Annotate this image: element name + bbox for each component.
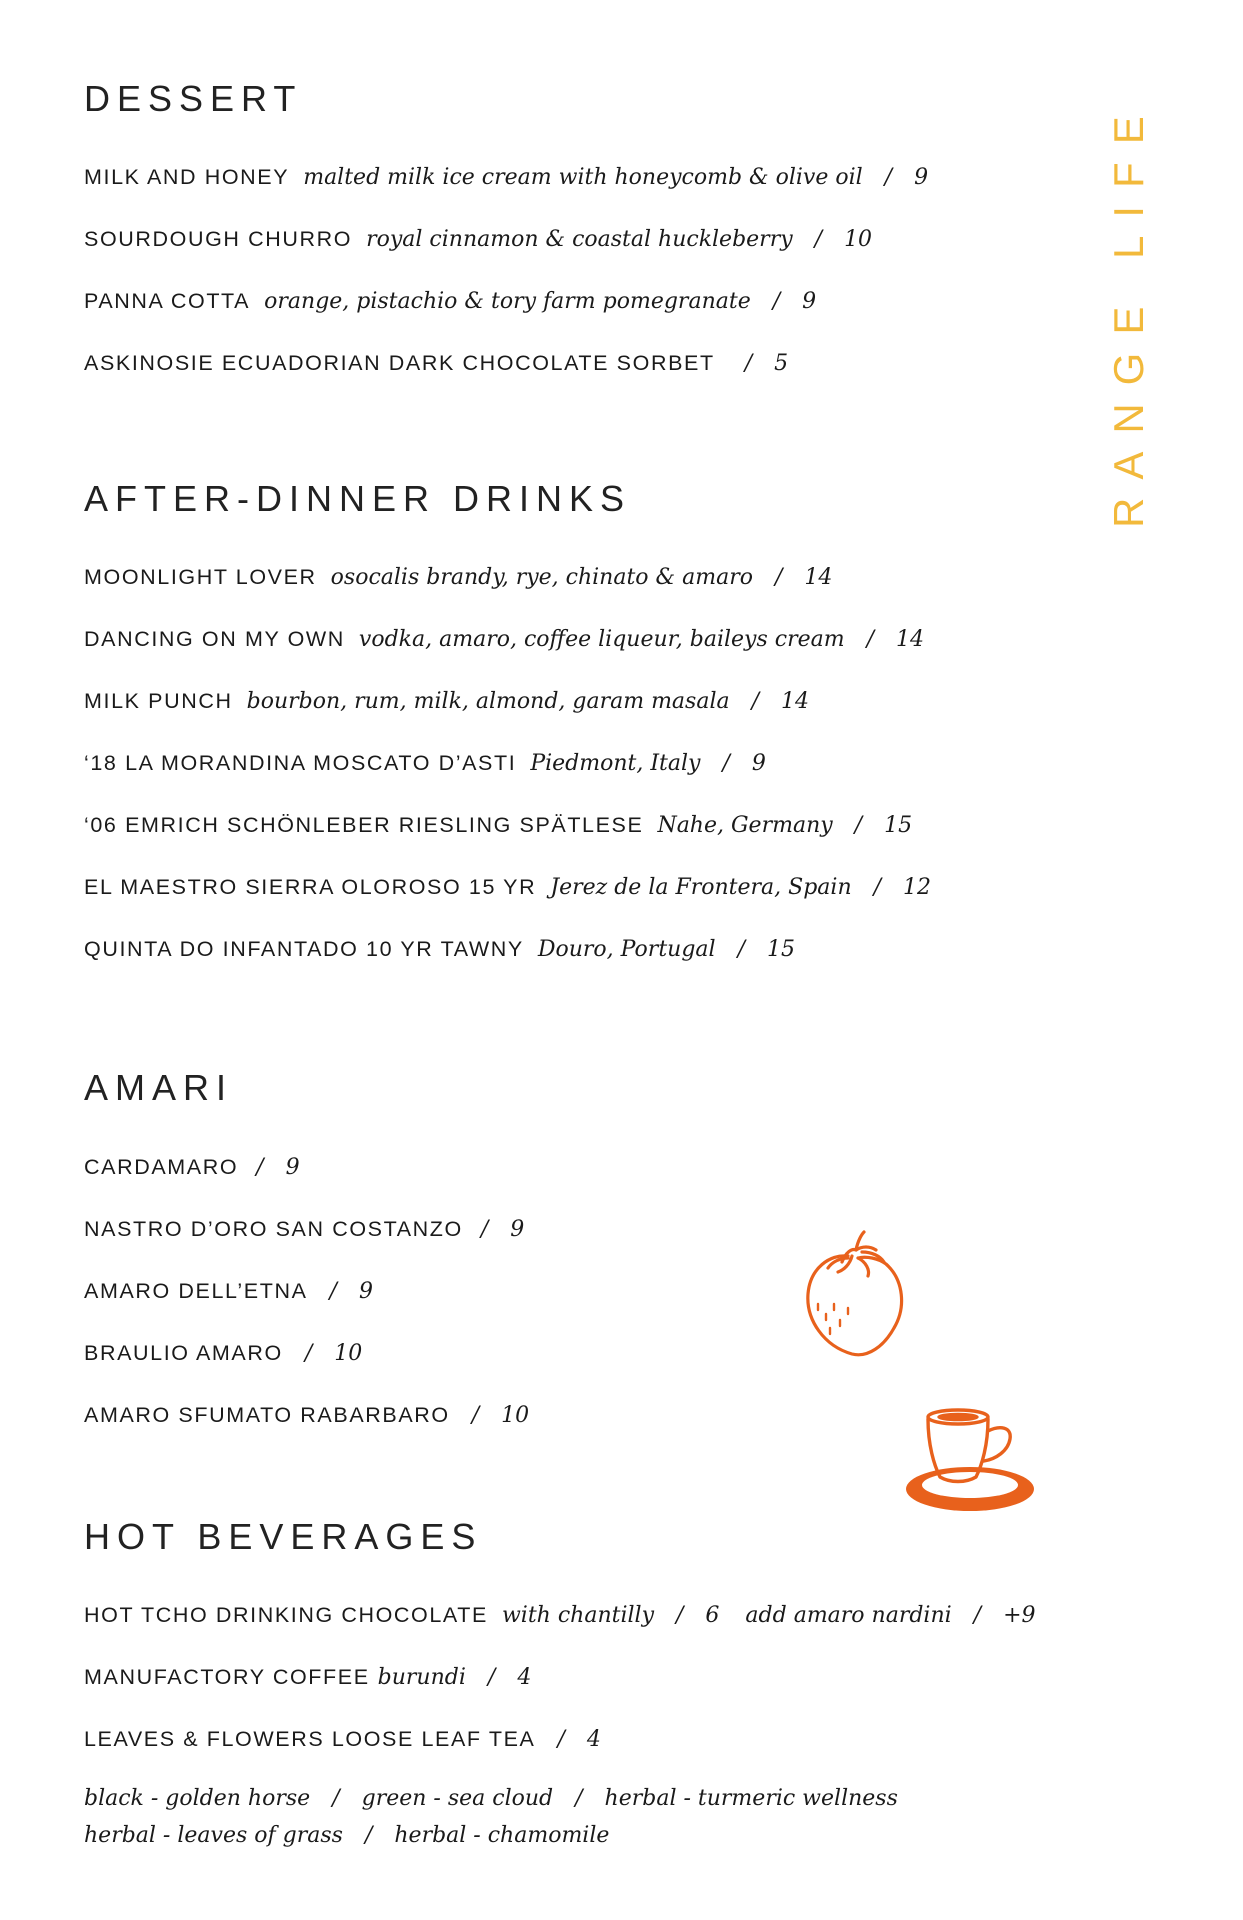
section-title-after-dinner-drinks: AFTER-DINNER DRINKS: [84, 478, 632, 519]
price-separator: /: [737, 937, 745, 962]
menu-item: [84, 1157, 300, 1179]
section-title-amari: AMARI: [84, 1067, 234, 1108]
tea-options: [84, 1786, 898, 1861]
section-title-dessert: DESSERT: [84, 78, 303, 119]
item-price: 12: [903, 875, 932, 900]
menu-item: [84, 1219, 524, 1241]
menu-item: [84, 229, 872, 251]
price-separator: /: [973, 1603, 982, 1628]
menu-item: [84, 939, 795, 961]
item-name: SOURDOUGH CHURRO: [84, 227, 353, 251]
price-separator: /: [772, 289, 781, 314]
item-price: 14: [781, 689, 810, 714]
item-name: CARDAMARO: [84, 1155, 239, 1179]
price-separator: /: [676, 1603, 684, 1628]
item-description: Jerez de la Frontera, Spain: [550, 875, 852, 900]
menu-item: [84, 691, 809, 713]
menu-item: [84, 1605, 1036, 1627]
item-name: BRAULIO AMARO: [84, 1341, 283, 1365]
item-price: 9: [914, 165, 929, 190]
item-price: 10: [501, 1403, 530, 1428]
section-title-hot-beverages: HOT BEVERAGES: [84, 1516, 483, 1557]
price-separator: /: [751, 689, 760, 714]
item-price: 9: [510, 1217, 525, 1242]
item-name: MILK PUNCH: [84, 689, 233, 713]
item-price: 9: [358, 1279, 373, 1304]
price-separator: /: [722, 751, 730, 776]
item-extra-price: +9: [1003, 1603, 1036, 1628]
item-name: EL MAESTRO SIERRA OLOROSO 15 YR: [84, 875, 537, 899]
item-price: 9: [802, 289, 817, 314]
tea-option: herbal - chamomile: [394, 1823, 610, 1849]
item-name: PANNA COTTA: [84, 289, 251, 313]
menu-item: [84, 1729, 601, 1751]
item-name: MANUFACTORY COFFEE: [84, 1665, 370, 1689]
tea-option: black - golden horse: [84, 1786, 311, 1811]
option-separator: /: [332, 1786, 340, 1811]
price-separator: /: [744, 351, 753, 376]
menu-item: [84, 753, 766, 775]
item-price: 4: [586, 1727, 601, 1752]
item-name: MOONLIGHT LOVER: [84, 565, 317, 589]
item-extra: add amaro nardini: [745, 1603, 952, 1628]
item-description: malted milk ice cream with honeycomb & olive oil: [303, 165, 863, 190]
menu-item: [84, 877, 931, 899]
item-price: 10: [334, 1341, 363, 1366]
item-name: ‘06 EMRICH SCHÖNLEBER RIESLING SPÄTLESE: [84, 813, 644, 837]
item-description: burundi: [377, 1665, 466, 1690]
price-separator: /: [304, 1341, 313, 1366]
item-price: 6: [705, 1603, 720, 1628]
item-description: with chantilly: [501, 1603, 654, 1628]
item-name: HOT TCHO DRINKING CHOCOLATE: [84, 1603, 488, 1627]
menu-item: [84, 1405, 529, 1427]
menu-item: [84, 291, 816, 313]
item-price: 9: [751, 751, 766, 776]
brand-logo-text: RANGE LIFE: [1105, 98, 1152, 528]
price-separator: /: [480, 1217, 489, 1242]
item-description: Piedmont, Italy: [530, 751, 701, 776]
price-separator: /: [487, 1665, 496, 1690]
item-price: 14: [804, 565, 833, 590]
item-name: MILK AND HONEY: [84, 165, 290, 189]
price-separator: /: [329, 1279, 337, 1304]
menu-item: [84, 629, 924, 651]
menu-item: [84, 1281, 373, 1303]
tea-options-line: [84, 1823, 898, 1848]
item-description: Nahe, Germany: [657, 813, 833, 838]
item-name: QUINTA DO INFANTADO 10 YR TAWNY: [84, 937, 524, 961]
item-price: 14: [896, 627, 924, 652]
menu-item: [84, 353, 788, 375]
item-price: 9: [285, 1155, 300, 1180]
menu-item: [84, 567, 832, 589]
item-name: LEAVES & FLOWERS LOOSE LEAF TEA: [84, 1727, 536, 1751]
menu-item: [84, 1343, 362, 1365]
item-price: 15: [766, 937, 795, 962]
item-description: bourbon, rum, milk, almond, garam masala: [246, 689, 730, 714]
item-name: DANCING ON MY OWN: [84, 627, 345, 651]
item-name: NASTRO D’ORO SAN COSTANZO: [84, 1217, 463, 1241]
item-description: osocalis brandy, rye, chinato & amaro: [330, 565, 753, 590]
price-separator: /: [866, 627, 874, 652]
strawberry-icon: [800, 1228, 912, 1360]
option-separator: /: [575, 1786, 583, 1811]
price-separator: /: [256, 1155, 264, 1180]
item-description: Douro, Portugal: [537, 937, 716, 962]
item-description: vodka, amaro, coffee liqueur, baileys cream: [358, 627, 845, 652]
option-separator: /: [364, 1823, 373, 1849]
price-separator: /: [884, 165, 893, 190]
tea-option: green - sea cloud: [361, 1786, 554, 1811]
item-price: 4: [517, 1665, 532, 1690]
item-name: ‘18 LA MORANDINA MOSCATO D’ASTI: [84, 751, 517, 775]
item-name: ASKINOSIE ECUADORIAN DARK CHOCOLATE SORBET: [84, 351, 715, 375]
item-name: AMARO DELL’ETNA: [84, 1279, 308, 1303]
item-price: 5: [774, 351, 789, 376]
item-name: AMARO SFUMATO RABARBARO: [84, 1403, 450, 1427]
tea-option: herbal - turmeric wellness: [604, 1786, 898, 1811]
item-price: 10: [844, 227, 873, 252]
price-separator: /: [814, 227, 823, 252]
item-description: royal cinnamon & coastal huckleberry: [366, 227, 793, 252]
price-separator: /: [774, 565, 783, 590]
price-separator: /: [557, 1727, 565, 1752]
menu-item: [84, 167, 928, 189]
price-separator: /: [854, 813, 863, 838]
price-separator: /: [873, 875, 882, 900]
tea-option: herbal - leaves of grass: [84, 1823, 343, 1849]
item-price: 15: [884, 813, 913, 838]
menu-item: [84, 815, 912, 837]
menu-item: [84, 1667, 531, 1689]
price-separator: /: [471, 1403, 480, 1428]
tea-options-line: [84, 1786, 898, 1811]
item-description: orange, pistachio & tory farm pomegranate: [264, 289, 751, 314]
coffee-cup-icon: [900, 1405, 1042, 1517]
